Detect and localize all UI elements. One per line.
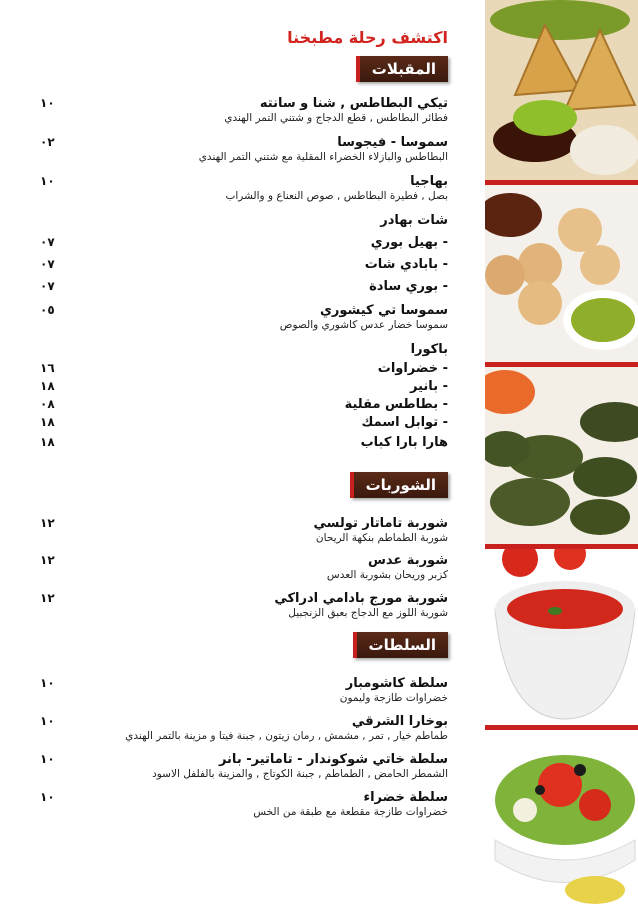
item-desc: خضراوات طازجة وليمون xyxy=(339,692,448,704)
menu-item xyxy=(40,279,448,294)
item-desc: الشمطر الحامض , الطماطم , جبنة الكوتاج , والمزينة بالفلفل الاسود xyxy=(152,768,448,780)
menu-item xyxy=(40,435,448,450)
item-desc: سموسا خضار عدس كاشوري والصوص xyxy=(279,319,448,331)
pani-puri-photo xyxy=(485,185,638,362)
item-price: ١٢ xyxy=(40,553,55,567)
item-name: سموسا تي كيشوري xyxy=(319,303,448,318)
menu-item xyxy=(40,174,448,202)
menu-item xyxy=(40,397,448,412)
item-name: - توابل اسمك xyxy=(361,415,448,430)
subhead-chaat: شات بهادر xyxy=(380,213,448,228)
menu-item xyxy=(40,379,448,394)
menu-item xyxy=(40,415,448,430)
section-label-appetizers: المقبلات xyxy=(356,56,448,82)
item-price: ١٢ xyxy=(40,516,55,530)
item-price: ١٠ xyxy=(40,96,55,110)
item-price: ١٠ xyxy=(40,790,55,804)
item-desc: بصل , فطيرة البطاطس , صوص النعناع و والشراب xyxy=(225,190,448,202)
menu-item xyxy=(40,591,448,619)
item-name: - بانير xyxy=(410,379,448,394)
item-price: ١٠ xyxy=(40,174,55,188)
item-name: - خضراوات xyxy=(377,361,448,376)
item-name: شوربة عدس xyxy=(367,553,448,568)
item-price: ١٨ xyxy=(40,379,55,393)
item-name: سموسا - فيجوسا xyxy=(337,135,448,150)
kebab-photo xyxy=(485,367,638,544)
item-price: ١٢ xyxy=(40,591,55,605)
tomato-soup-photo xyxy=(485,549,638,725)
item-desc: كزبر وريحان بشوربة العدس xyxy=(326,569,448,581)
item-price: ٠٧ xyxy=(40,279,55,293)
item-desc: شوربة الطماطم بنكهة الريحان xyxy=(315,532,448,544)
item-name: سلطة خاتي شوكوندار - تاماتير- بانر xyxy=(218,752,448,767)
item-desc: خضراوات طازجة مقطعة مع طبقة من الخس xyxy=(253,806,448,818)
item-name: سلطة خضراء xyxy=(363,790,448,805)
item-price: ١٠ xyxy=(40,714,55,728)
item-name: بهاجيا xyxy=(410,174,448,189)
item-desc: فطائر البطاطس , قطع الدجاج و شتني التمر الهندي xyxy=(224,112,448,124)
menu-item xyxy=(40,235,448,250)
menu-item xyxy=(40,303,448,331)
item-name: تيكي البطاطس , شنا و سانته xyxy=(259,96,448,111)
menu-item xyxy=(40,553,448,581)
menu-item xyxy=(40,516,448,544)
item-price: ١٠ xyxy=(40,676,55,690)
item-name: - بابادي شات xyxy=(364,257,448,272)
item-name: - بوري سادة xyxy=(369,279,448,294)
menu-item xyxy=(40,96,448,124)
item-price: ١٨ xyxy=(40,435,55,449)
menu-item xyxy=(40,790,448,818)
item-price: ١٦ xyxy=(40,361,55,375)
item-price: ٠٢ xyxy=(40,135,55,149)
item-price: ٠٧ xyxy=(40,257,55,271)
menu-item xyxy=(40,752,448,780)
item-price: ١٨ xyxy=(40,415,55,429)
item-name: سلطة كاشومبار xyxy=(345,676,448,691)
section-label-soups: الشوربات xyxy=(350,472,448,498)
item-price: ٠٨ xyxy=(40,397,55,411)
item-name: شوربة تاماتار تولسي xyxy=(313,516,448,531)
section-label-salads: السلطات xyxy=(353,632,448,658)
menu-item xyxy=(40,135,448,163)
page-title: اكتشف رحلة مطبخنا xyxy=(287,28,448,47)
photo-strip xyxy=(485,0,638,911)
item-price: ٠٧ xyxy=(40,235,55,249)
item-desc: شوربة اللوز مع الدجاج بعبق الزنجبيل xyxy=(288,607,448,619)
menu-item xyxy=(40,361,448,376)
samosa-photo xyxy=(485,0,638,180)
item-price: ١٠ xyxy=(40,752,55,766)
item-name: بوخارا الشرقي xyxy=(351,714,448,729)
item-desc: البطاطس والبازلاء الخضراء المقلية مع شتني التمر الهندي xyxy=(198,151,448,163)
item-name: هارا بارا كباب xyxy=(360,435,448,450)
item-desc: طماطم خيار , تمر , مشمش , رمان زيتون , جبنة فيتا و مزينة بالتمر الهندي xyxy=(125,730,448,742)
salad-photo xyxy=(485,730,638,911)
item-price: ٠٥ xyxy=(40,303,55,317)
menu-item xyxy=(40,257,448,272)
menu-item xyxy=(40,676,448,704)
menu-item xyxy=(40,714,448,742)
item-name: - بطاطس مقلية xyxy=(344,397,448,412)
item-name: شوربة مورج بادامي ادراكي xyxy=(274,591,448,606)
subhead-pakora: باكورا xyxy=(410,342,448,357)
item-name: - بهيل بوري xyxy=(370,235,448,250)
